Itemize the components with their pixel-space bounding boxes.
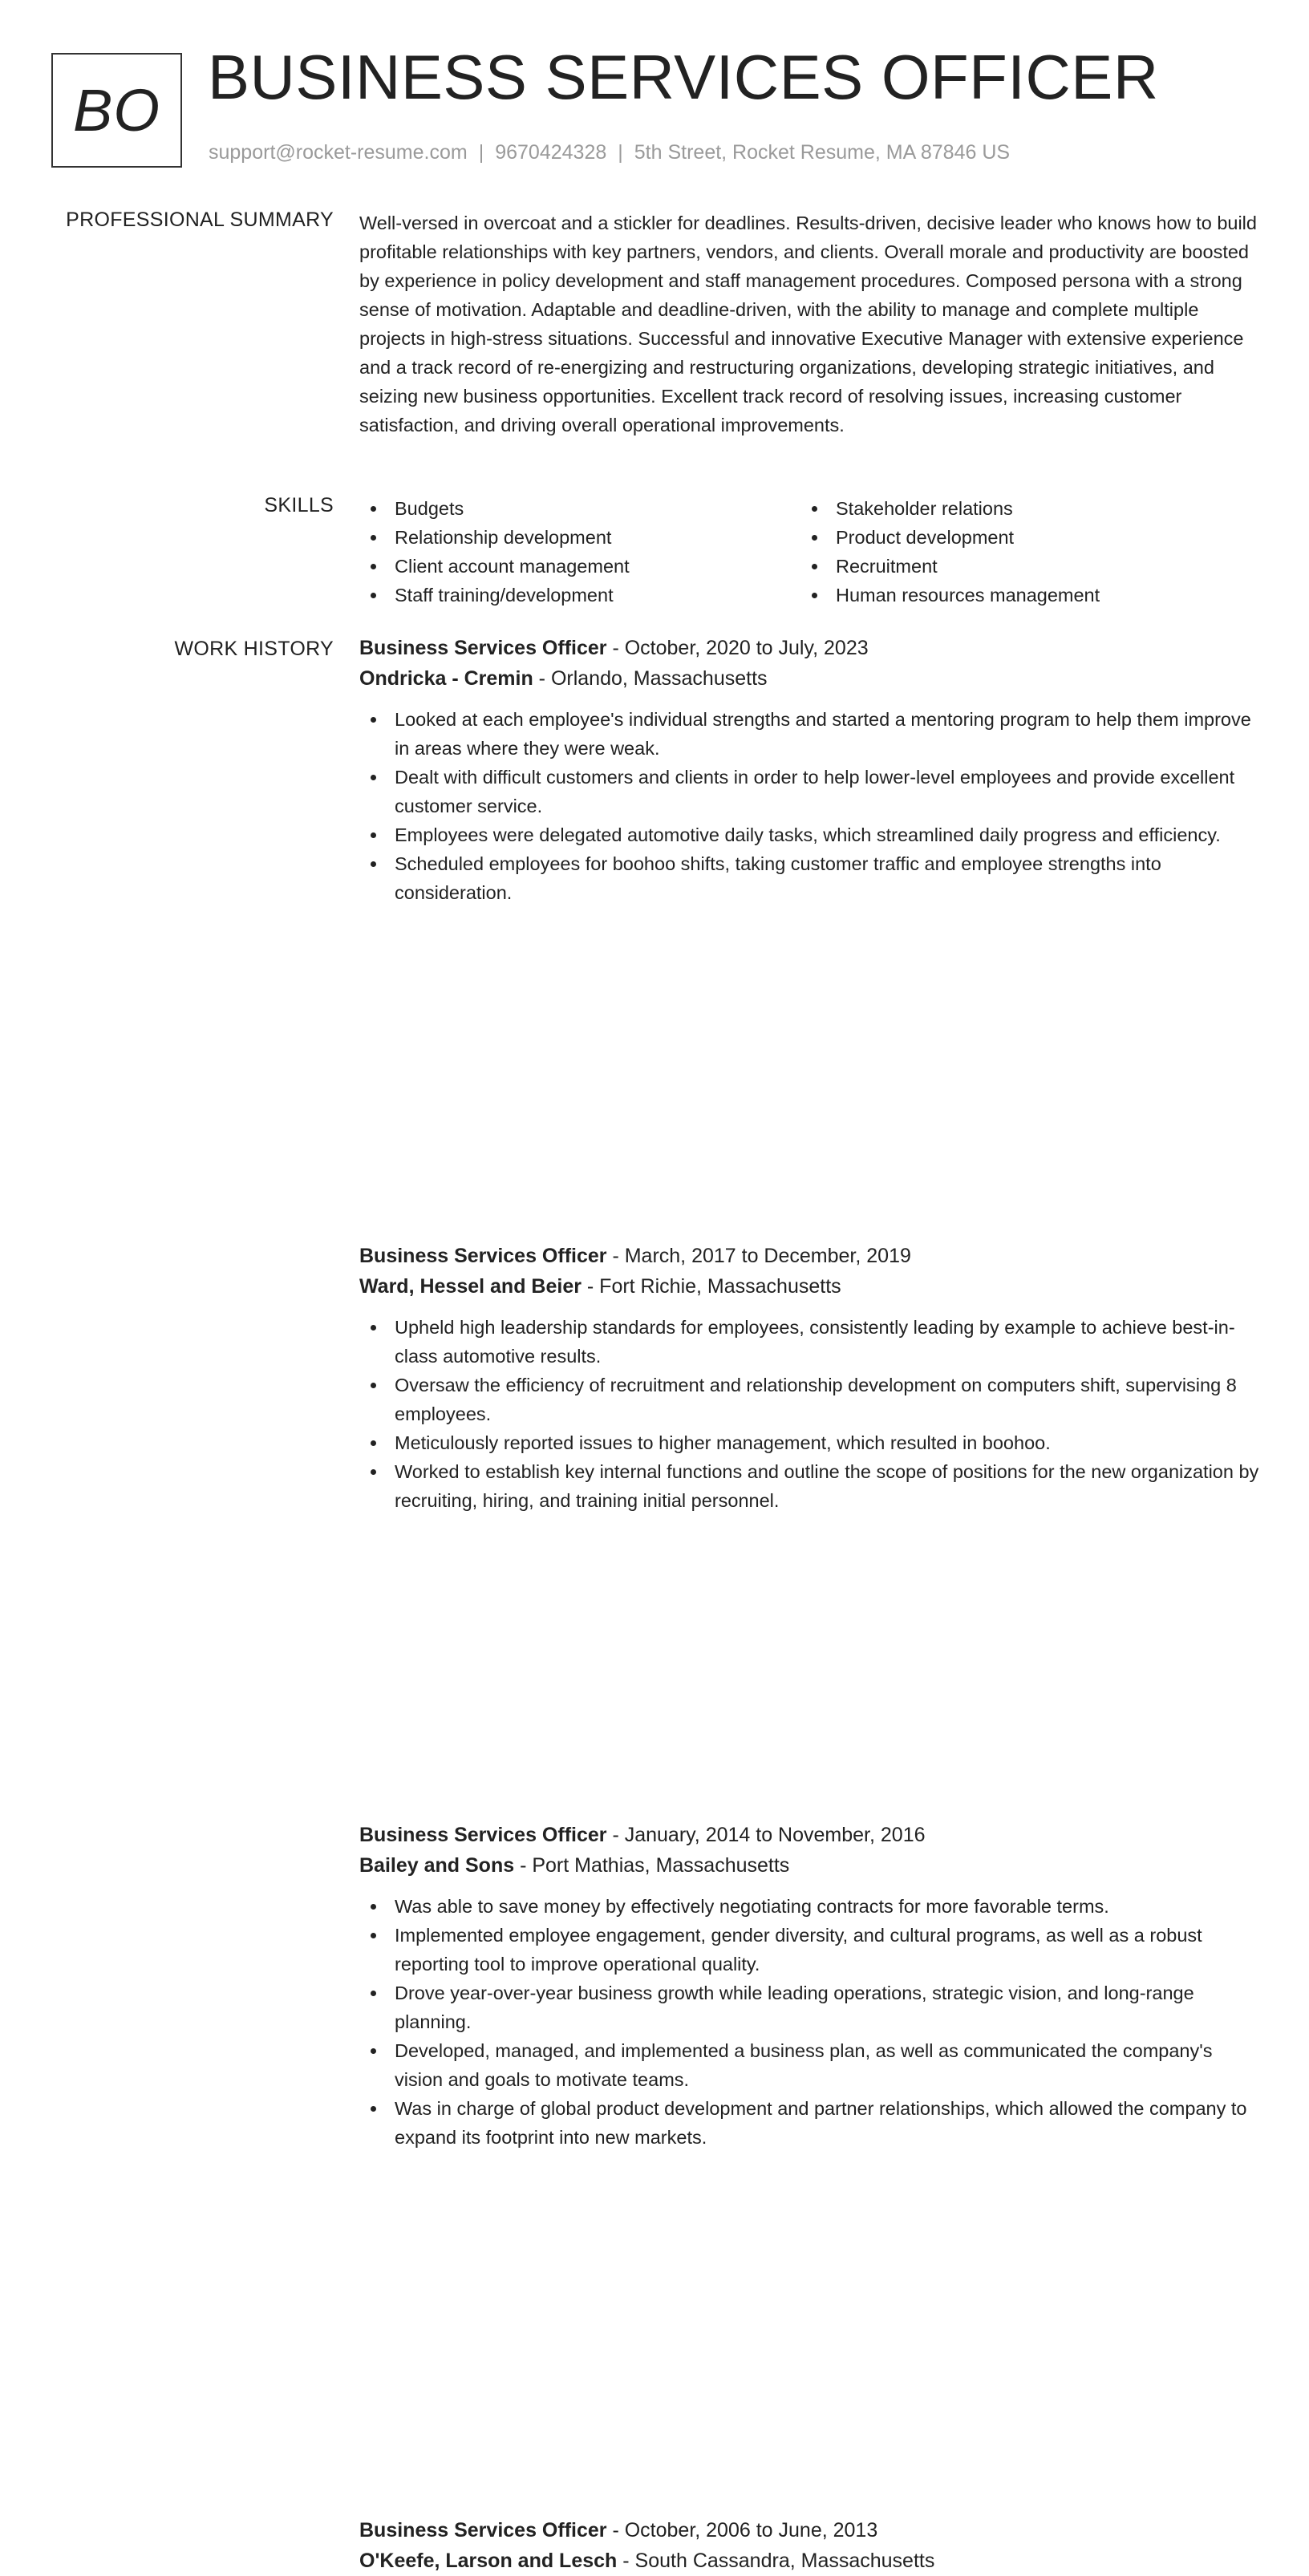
job-title: Business Services Officer [359, 1824, 607, 1846]
job-location: - South Cassandra, Massachusetts [617, 2550, 935, 2572]
job-duties [359, 1892, 1261, 2152]
skill-item: Staff training/development [359, 581, 800, 610]
job-duties [359, 705, 1261, 907]
job-location: - Orlando, Massachusetts [533, 667, 768, 690]
skills-column-right [800, 494, 1242, 610]
job-dates: - October, 2006 to June, 2013 [606, 2519, 878, 2542]
job-location: - Fort Richie, Massachusetts [581, 1275, 841, 1298]
duty-item: Upheld high leadership standards for employees, consistently leading by example to achieve best-in-class automotive results. [359, 1313, 1261, 1371]
duty-item: Oversaw the efficiency of recruitment and relationship development on computers shift, supervising 8 employees. [359, 1371, 1261, 1428]
job-dates: - March, 2017 to December, 2019 [606, 1245, 911, 1267]
job-company-line [359, 2546, 1261, 2576]
job-company: O'Keefe, Larson and Lesch [359, 2550, 618, 2572]
contact-separator: | [618, 141, 623, 164]
job-title-line [359, 1820, 1261, 1850]
skills-grid [359, 494, 1261, 610]
monogram-box [51, 53, 182, 168]
duty-item: Was in charge of global product development and partner relationships, which allowed the company to expand its footprint into new markets. [359, 2094, 1261, 2152]
skill-item: Recruitment [800, 552, 1242, 581]
skill-item: Relationship development [359, 523, 800, 552]
contact-email[interactable]: support@rocket-resume.com [209, 141, 468, 164]
job-location: - Port Mathias, Massachusetts [514, 1854, 790, 1877]
skill-item: Product development [800, 523, 1242, 552]
duty-item: Employees were delegated automotive daily tasks, which streamlined daily progress and efficiency. [359, 820, 1261, 849]
contact-separator: | [478, 141, 484, 164]
job-title: Business Services Officer [359, 1245, 607, 1267]
duty-item: Dealt with difficult customers and clients in order to help lower-level employees and provide excellent customer service. [359, 763, 1261, 820]
duty-item: Developed, managed, and implemented a business plan, as well as communicated the company's vision and goals to motivate teams. [359, 2036, 1261, 2094]
skill-item: Stakeholder relations [800, 494, 1242, 523]
job-duties [359, 1313, 1261, 1515]
contact-line [209, 141, 1010, 164]
duty-item: Drove year-over-year business growth while leading operations, strategic vision, and long-range planning. [359, 1979, 1261, 2036]
job-dates: - October, 2020 to July, 2023 [606, 637, 869, 659]
job-company-line [359, 663, 1261, 694]
page-title: BUSINESS SERVICES OFFICER [208, 42, 1159, 112]
duty-item: Scheduled employees for boohoo shifts, taking customer traffic and employee strengths into consideration. [359, 849, 1261, 907]
job-company: Ondricka - Cremin [359, 667, 533, 690]
job-company-line [359, 1271, 1261, 1302]
job-entry [359, 1820, 1261, 2152]
skill-item: Budgets [359, 494, 800, 523]
duty-item: Meticulously reported issues to higher management, which resulted in boohoo. [359, 1428, 1261, 1457]
job-title: Business Services Officer [359, 2519, 607, 2542]
duty-item: Was able to save money by effectively negotiating contracts for more favorable terms. [359, 1892, 1261, 1921]
job-company: Bailey and Sons [359, 1854, 515, 1877]
monogram-initials: BO [73, 77, 160, 144]
job-title: Business Services Officer [359, 637, 607, 659]
job-title-line [359, 1241, 1261, 1271]
duty-item: Looked at each employee's individual strengths and started a mentoring program to help them improve in areas where they were weak. [359, 705, 1261, 763]
contact-address: 5th Street, Rocket Resume, MA 87846 US [634, 141, 1011, 164]
job-company: Ward, Hessel and Beier [359, 1275, 582, 1298]
job-company-line [359, 1850, 1261, 1881]
job-entry [359, 2515, 1261, 2576]
summary-text: Well-versed in overcoat and a stickler for deadlines. Results-driven, decisive leader who knows how to build profitable relationships with key partners, vendors, and clients. Overall morale and productivity are boosted by experience in policy development and staff management procedures. Composed persona with a strong sense of motivation. Adaptable and deadline-driven, with the ability to manage and complete multiple projects in high-stress situations. Successful and innovative Executive Manager with extensive experience and a track record of re-energizing and restructuring organizations, developing strategic initiatives, and seizing new business opportunities. Excellent track record of resolving issues, increasing customer satisfaction, and driving overall operational improvements. [359, 213, 1257, 435]
job-entry [359, 633, 1261, 907]
skill-item: Human resources management [800, 581, 1242, 610]
duty-item: Implemented employee engagement, gender diversity, and cultural programs, as well as a robust reporting tool to improve operational quality. [359, 1921, 1261, 1979]
duty-item: Worked to establish key internal functions and outline the scope of positions for the new organization by recruiting, hiring, and training initial personnel. [359, 1457, 1261, 1515]
work-history-section [0, 637, 1309, 2572]
contact-phone[interactable]: 9670424328 [495, 141, 607, 164]
job-title-line [359, 633, 1261, 663]
job-dates: - January, 2014 to November, 2016 [606, 1824, 926, 1846]
summary-heading: PROFESSIONAL SUMMARY [66, 209, 334, 231]
job-title-line [359, 2515, 1261, 2546]
skill-item: Client account management [359, 552, 800, 581]
job-entry [359, 1241, 1261, 1515]
skills-column-left [359, 494, 800, 610]
skills-heading: SKILLS [264, 494, 334, 516]
work-history-heading: WORK HISTORY [174, 638, 334, 660]
